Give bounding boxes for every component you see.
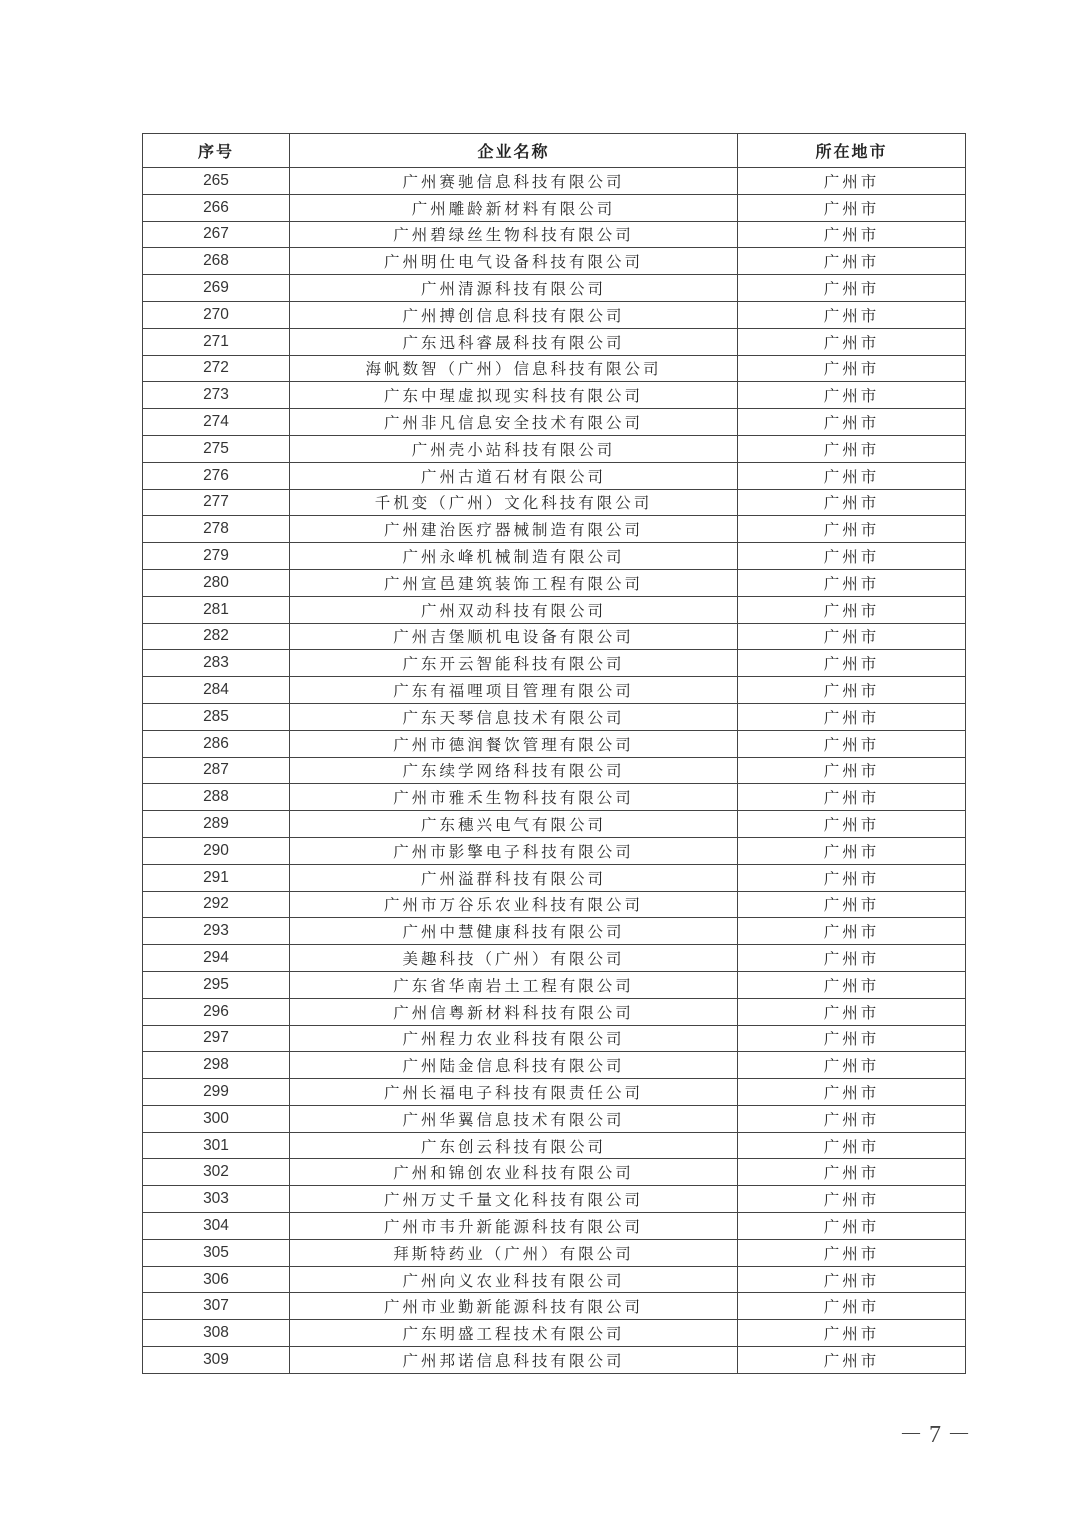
row-city: 广州市: [738, 891, 966, 918]
row-enterprise-name: 广州永峰机械制造有限公司: [290, 543, 738, 570]
row-enterprise-name: 广州市影擎电子科技有限公司: [290, 837, 738, 864]
row-serial-number: 278: [143, 516, 290, 543]
row-serial-number: 287: [143, 757, 290, 784]
row-city: 广州市: [738, 1347, 966, 1374]
row-serial-number: 302: [143, 1159, 290, 1186]
row-city: 广州市: [738, 248, 966, 275]
row-city: 广州市: [738, 1293, 966, 1320]
table-row: [143, 301, 966, 328]
table-row: [143, 1213, 966, 1240]
row-enterprise-name: 广东穗兴电气有限公司: [290, 811, 738, 838]
row-city: 广州市: [738, 677, 966, 704]
row-enterprise-name: 广州非凡信息安全技术有限公司: [290, 409, 738, 436]
table-row: [143, 435, 966, 462]
row-enterprise-name: 广州信粤新材料科技有限公司: [290, 998, 738, 1025]
row-city: 广州市: [738, 462, 966, 489]
row-enterprise-name: 广东明盛工程技术有限公司: [290, 1320, 738, 1347]
row-city: 广州市: [738, 569, 966, 596]
header-serial-number: 序号: [143, 134, 290, 168]
row-serial-number: 294: [143, 945, 290, 972]
table-row: [143, 1052, 966, 1079]
row-city: 广州市: [738, 301, 966, 328]
row-serial-number: 268: [143, 248, 290, 275]
row-city: 广州市: [738, 516, 966, 543]
row-enterprise-name: 广东有福哩项目管理有限公司: [290, 677, 738, 704]
row-serial-number: 275: [143, 435, 290, 462]
row-serial-number: 285: [143, 703, 290, 730]
row-city: 广州市: [738, 409, 966, 436]
row-serial-number: 297: [143, 1025, 290, 1052]
row-serial-number: 284: [143, 677, 290, 704]
table-row: [143, 811, 966, 838]
row-serial-number: 286: [143, 730, 290, 757]
row-enterprise-name: 广州市德润餐饮管理有限公司: [290, 730, 738, 757]
row-enterprise-name: 广州市雅禾生物科技有限公司: [290, 784, 738, 811]
row-enterprise-name: 美趣科技（广州）有限公司: [290, 945, 738, 972]
table-row: [143, 1320, 966, 1347]
row-enterprise-name: 广州市万谷乐农业科技有限公司: [290, 891, 738, 918]
row-city: 广州市: [738, 382, 966, 409]
row-serial-number: 271: [143, 328, 290, 355]
table-row: [143, 945, 966, 972]
row-city: 广州市: [738, 1105, 966, 1132]
row-serial-number: 307: [143, 1293, 290, 1320]
row-serial-number: 305: [143, 1239, 290, 1266]
row-serial-number: 299: [143, 1079, 290, 1106]
row-city: 广州市: [738, 1132, 966, 1159]
table-row: [143, 998, 966, 1025]
row-serial-number: 276: [143, 462, 290, 489]
row-enterprise-name: 广州搏创信息科技有限公司: [290, 301, 738, 328]
table-row: [143, 1239, 966, 1266]
row-enterprise-name: 广州市韦升新能源科技有限公司: [290, 1213, 738, 1240]
row-enterprise-name: 海帆数智（广州）信息科技有限公司: [290, 355, 738, 382]
row-city: 广州市: [738, 596, 966, 623]
row-city: 广州市: [738, 1159, 966, 1186]
row-serial-number: 281: [143, 596, 290, 623]
row-enterprise-name: 广东中瑆虚拟现实科技有限公司: [290, 382, 738, 409]
table-row: [143, 837, 966, 864]
row-serial-number: 290: [143, 837, 290, 864]
row-city: 广州市: [738, 757, 966, 784]
table-header-row: [143, 134, 966, 168]
table-row: [143, 703, 966, 730]
enterprise-table: [142, 133, 966, 1374]
row-enterprise-name: 广州双动科技有限公司: [290, 596, 738, 623]
row-enterprise-name: 广州明仕电气设备科技有限公司: [290, 248, 738, 275]
row-city: 广州市: [738, 168, 966, 195]
table-row: [143, 891, 966, 918]
row-city: 广州市: [738, 1213, 966, 1240]
header-enterprise-name: 企业名称: [290, 134, 738, 168]
row-enterprise-name: 千机变（广州）文化科技有限公司: [290, 489, 738, 516]
row-enterprise-name: 广州溢群科技有限公司: [290, 864, 738, 891]
row-enterprise-name: 广州宣邑建筑装饰工程有限公司: [290, 569, 738, 596]
table-row: [143, 1293, 966, 1320]
row-enterprise-name: 广东天琴信息技术有限公司: [290, 703, 738, 730]
row-serial-number: 283: [143, 650, 290, 677]
row-enterprise-name: 广州向义农业科技有限公司: [290, 1266, 738, 1293]
row-serial-number: 298: [143, 1052, 290, 1079]
table-row: [143, 864, 966, 891]
row-serial-number: 306: [143, 1266, 290, 1293]
row-city: 广州市: [738, 275, 966, 302]
row-serial-number: 267: [143, 221, 290, 248]
table-row: [143, 1347, 966, 1374]
row-serial-number: 282: [143, 623, 290, 650]
table-row: [143, 1186, 966, 1213]
row-city: 广州市: [738, 784, 966, 811]
row-city: 广州市: [738, 998, 966, 1025]
row-city: 广州市: [738, 1052, 966, 1079]
row-enterprise-name: 广州古道石材有限公司: [290, 462, 738, 489]
row-serial-number: 293: [143, 918, 290, 945]
row-city: 广州市: [738, 194, 966, 221]
row-enterprise-name: 广东开云智能科技有限公司: [290, 650, 738, 677]
header-city: 所在地市: [738, 134, 966, 168]
page-number: － 7 －: [899, 1422, 971, 1448]
row-enterprise-name: 广州中慧健康科技有限公司: [290, 918, 738, 945]
row-enterprise-name: 广州程力农业科技有限公司: [290, 1025, 738, 1052]
row-serial-number: 300: [143, 1105, 290, 1132]
row-serial-number: 289: [143, 811, 290, 838]
table-row: [143, 409, 966, 436]
table-row: [143, 543, 966, 570]
row-serial-number: 295: [143, 971, 290, 998]
row-enterprise-name: 广州和锦创农业科技有限公司: [290, 1159, 738, 1186]
row-serial-number: 288: [143, 784, 290, 811]
row-city: 广州市: [738, 811, 966, 838]
row-city: 广州市: [738, 1239, 966, 1266]
row-serial-number: 266: [143, 194, 290, 221]
row-serial-number: 303: [143, 1186, 290, 1213]
table-row: [143, 516, 966, 543]
row-enterprise-name: 拜斯特药业（广州）有限公司: [290, 1239, 738, 1266]
row-city: 广州市: [738, 703, 966, 730]
row-enterprise-name: 广州清源科技有限公司: [290, 275, 738, 302]
row-serial-number: 280: [143, 569, 290, 596]
row-city: 广州市: [738, 971, 966, 998]
table-row: [143, 918, 966, 945]
row-serial-number: 292: [143, 891, 290, 918]
row-serial-number: 309: [143, 1347, 290, 1374]
row-serial-number: 296: [143, 998, 290, 1025]
table-row: [143, 784, 966, 811]
row-city: 广州市: [738, 918, 966, 945]
row-serial-number: 279: [143, 543, 290, 570]
table-row: [143, 1266, 966, 1293]
table-row: [143, 355, 966, 382]
row-city: 广州市: [738, 837, 966, 864]
row-city: 广州市: [738, 650, 966, 677]
row-serial-number: 265: [143, 168, 290, 195]
row-enterprise-name: 广州碧绿丝生物科技有限公司: [290, 221, 738, 248]
row-enterprise-name: 广州雕龄新材料有限公司: [290, 194, 738, 221]
row-enterprise-name: 广州陆金信息科技有限公司: [290, 1052, 738, 1079]
row-serial-number: 277: [143, 489, 290, 516]
table-row: [143, 1025, 966, 1052]
row-enterprise-name: 广州邦诺信息科技有限公司: [290, 1347, 738, 1374]
table-row: [143, 677, 966, 704]
row-enterprise-name: 广东续学网络科技有限公司: [290, 757, 738, 784]
table-row: [143, 1159, 966, 1186]
row-city: 广州市: [738, 328, 966, 355]
row-enterprise-name: 广州华翼信息技术有限公司: [290, 1105, 738, 1132]
row-serial-number: 301: [143, 1132, 290, 1159]
row-serial-number: 274: [143, 409, 290, 436]
row-city: 广州市: [738, 1320, 966, 1347]
row-serial-number: 273: [143, 382, 290, 409]
table-row: [143, 462, 966, 489]
table-row: [143, 1105, 966, 1132]
table-row: [143, 757, 966, 784]
row-city: 广州市: [738, 623, 966, 650]
row-enterprise-name: 广州万丈千量文化科技有限公司: [290, 1186, 738, 1213]
row-enterprise-name: 广州建治医疗器械制造有限公司: [290, 516, 738, 543]
row-enterprise-name: 广东创云科技有限公司: [290, 1132, 738, 1159]
table-row: [143, 221, 966, 248]
row-serial-number: 304: [143, 1213, 290, 1240]
table-row: [143, 489, 966, 516]
table-row: [143, 650, 966, 677]
table-row: [143, 194, 966, 221]
row-city: 广州市: [738, 1266, 966, 1293]
table-row: [143, 623, 966, 650]
row-city: 广州市: [738, 355, 966, 382]
row-city: 广州市: [738, 435, 966, 462]
row-serial-number: 291: [143, 864, 290, 891]
table-row: [143, 248, 966, 275]
row-city: 广州市: [738, 221, 966, 248]
row-city: 广州市: [738, 489, 966, 516]
table-row: [143, 569, 966, 596]
table-row: [143, 168, 966, 195]
row-enterprise-name: 广州赛驰信息科技有限公司: [290, 168, 738, 195]
row-city: 广州市: [738, 730, 966, 757]
table-row: [143, 730, 966, 757]
table-row: [143, 1079, 966, 1106]
table-row: [143, 382, 966, 409]
table-row: [143, 275, 966, 302]
row-city: 广州市: [738, 1025, 966, 1052]
row-city: 广州市: [738, 1186, 966, 1213]
row-enterprise-name: 广州吉堡顺机电设备有限公司: [290, 623, 738, 650]
row-city: 广州市: [738, 864, 966, 891]
table-row: [143, 328, 966, 355]
table-row: [143, 596, 966, 623]
row-serial-number: 270: [143, 301, 290, 328]
row-enterprise-name: 广州壳小站科技有限公司: [290, 435, 738, 462]
row-enterprise-name: 广东省华南岩土工程有限公司: [290, 971, 738, 998]
row-city: 广州市: [738, 1079, 966, 1106]
table-row: [143, 1132, 966, 1159]
table-row: [143, 971, 966, 998]
row-city: 广州市: [738, 543, 966, 570]
row-serial-number: 272: [143, 355, 290, 382]
row-enterprise-name: 广州市业勤新能源科技有限公司: [290, 1293, 738, 1320]
row-city: 广州市: [738, 945, 966, 972]
row-enterprise-name: 广东迅科睿晟科技有限公司: [290, 328, 738, 355]
row-serial-number: 269: [143, 275, 290, 302]
row-enterprise-name: 广州长福电子科技有限责任公司: [290, 1079, 738, 1106]
row-serial-number: 308: [143, 1320, 290, 1347]
